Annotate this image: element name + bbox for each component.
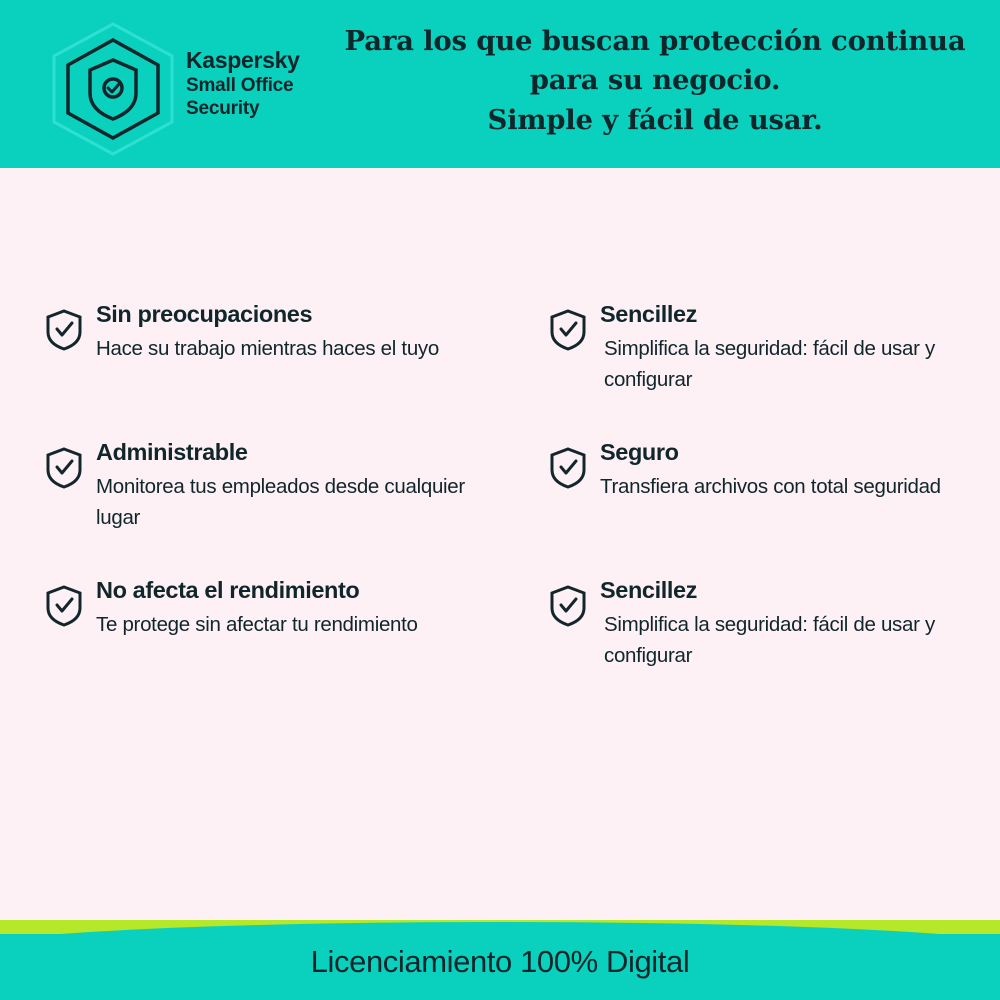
shield-check-icon: [548, 584, 588, 628]
shield-check-icon: [44, 308, 84, 352]
feature-title: Seguro: [600, 439, 679, 465]
headline: [330, 22, 980, 140]
feature-item: [44, 440, 504, 533]
feature-text: [600, 302, 1000, 395]
headline-line-1: Para los que buscan protección continua: [344, 25, 966, 57]
feature-title: No afecta el rendimiento: [96, 577, 360, 603]
shield-check-icon: [44, 584, 84, 628]
feature-title: Administrable: [96, 439, 248, 465]
feature-item: [44, 578, 504, 640]
feature-text: [96, 578, 504, 640]
feature-description: Monitorea tus empleados desde cualquier lugar: [96, 474, 465, 529]
feature-item: [548, 578, 1000, 671]
feature-description: Transfiera archivos con total seguridad: [600, 474, 941, 498]
shield-check-icon: [548, 308, 588, 352]
feature-title: Sencillez: [600, 577, 697, 603]
brand-logo-block: [48, 14, 328, 154]
brand-name: [186, 46, 300, 120]
feature-item: [548, 302, 1000, 395]
brand-line-1: Kaspersky: [186, 47, 300, 73]
feature-text: [96, 440, 504, 533]
footer-text: Licenciamiento 100% Digital: [310, 944, 690, 979]
features-section: [0, 168, 1000, 920]
feature-title: Sencillez: [600, 301, 697, 327]
feature-description: Simplifica la seguridad: fácil de usar y configurar: [604, 612, 935, 667]
footer-band: [0, 920, 1000, 1000]
headline-line-3: Simple y fácil de usar.: [487, 103, 823, 136]
brand-line-2: Small Office: [186, 75, 294, 97]
feature-text: [600, 578, 1000, 671]
shield-check-icon: [44, 446, 84, 490]
feature-title: Sin preocupaciones: [96, 301, 313, 327]
header-band: [0, 0, 1000, 168]
feature-description: Simplifica la seguridad: fácil de usar y configurar: [604, 336, 935, 391]
feature-description: Hace su trabajo mientras haces el tuyo: [96, 336, 439, 360]
headline-line-2: para su negocio.: [529, 64, 781, 97]
feature-text: [96, 302, 504, 364]
shield-check-icon: [548, 446, 588, 490]
feature-description: Te protege sin afectar tu rendimiento: [96, 612, 418, 636]
feature-item: [548, 440, 1000, 502]
feature-text: [600, 440, 1000, 502]
feature-item: [44, 302, 504, 364]
kaspersky-shield-hexagon-icon: [48, 20, 178, 158]
brand-line-3: Security: [186, 98, 260, 120]
